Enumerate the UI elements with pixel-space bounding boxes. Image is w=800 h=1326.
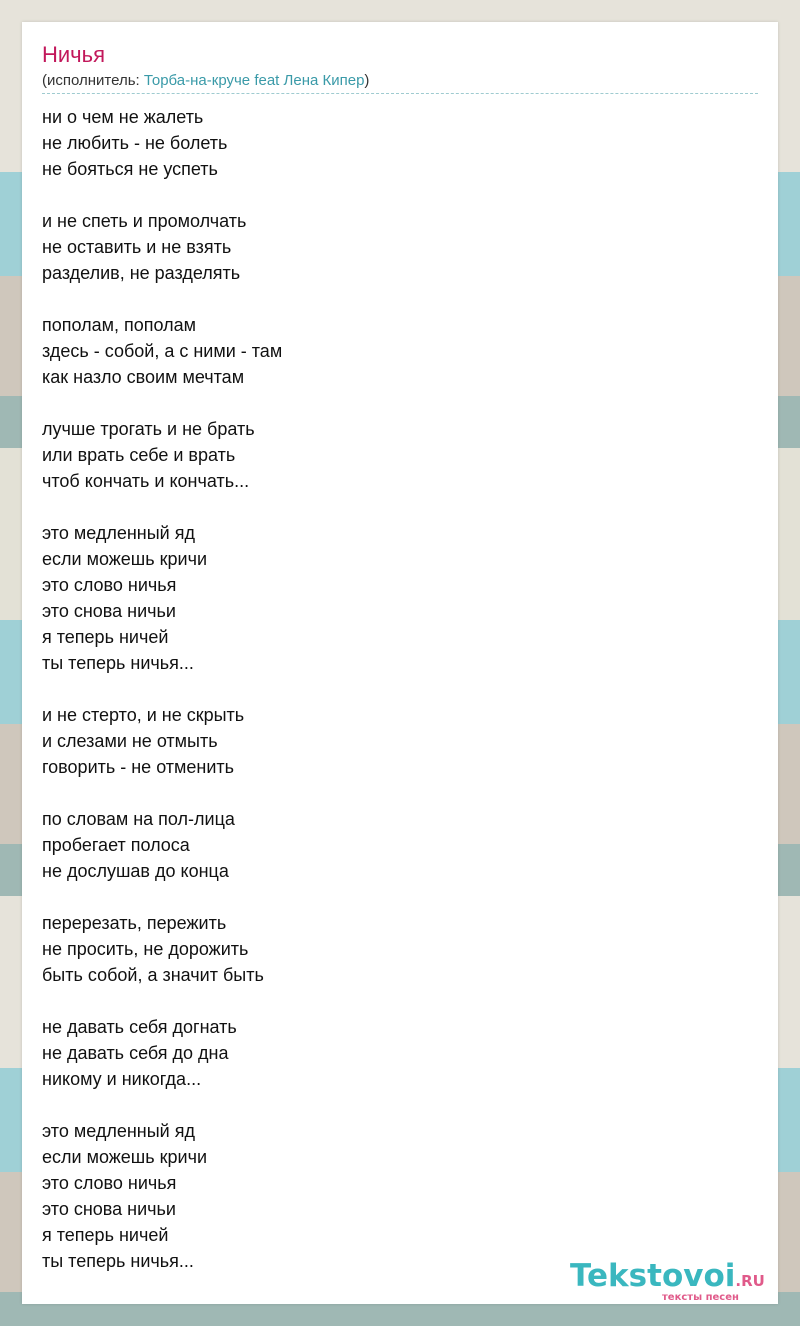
lyric-line: это слово ничья xyxy=(42,1173,177,1193)
lyric-blank-line xyxy=(42,494,742,520)
lyric-line: быть собой, а значит быть xyxy=(42,965,264,985)
lyric-blank-line xyxy=(42,390,742,416)
lyric-line: если можешь кричи xyxy=(42,549,207,569)
lyric-line: как назло своим мечтам xyxy=(42,367,245,387)
lyric-line: пополам, пополам xyxy=(42,315,197,335)
lyric-line: ни о чем не жалеть xyxy=(42,107,204,127)
site-logo[interactable] xyxy=(570,1258,780,1308)
performer-line xyxy=(42,72,758,94)
lyric-line: это снова ничьи xyxy=(42,601,176,621)
lyric-line: пробегает полоса xyxy=(42,835,190,855)
lyric-line: если можешь кричи xyxy=(42,1147,207,1167)
lyric-line: по словам на пол-лица xyxy=(42,809,235,829)
lyric-line: это медленный яд xyxy=(42,1121,195,1141)
lyric-line: здесь - собой, а с ними - там xyxy=(42,341,283,361)
lyric-line: и не спеть и промолчать xyxy=(42,211,247,231)
performer-suffix: ) xyxy=(364,72,370,89)
lyric-line: разделив, не разделять xyxy=(42,263,241,283)
lyric-line: ты теперь ничья... xyxy=(42,653,194,673)
lyric-blank-line xyxy=(42,676,742,702)
lyric-line: не любить - не болеть xyxy=(42,133,228,153)
lyric-blank-line xyxy=(42,780,742,806)
lyric-line: и не стерто, и не скрыть xyxy=(42,705,245,725)
performer-prefix: (исполнитель: xyxy=(42,72,144,89)
lyric-line: никому и никогда... xyxy=(42,1069,202,1089)
lyric-line: и слезами не отмыть xyxy=(42,731,218,751)
lyric-line: или врать себе и врать xyxy=(42,445,236,465)
logo-wordmark: Tekstovoi xyxy=(570,1258,736,1294)
lyric-line: чтоб кончать и кончать... xyxy=(42,471,250,491)
lyric-blank-line xyxy=(42,1092,742,1118)
lyric-line: не давать себя до дна xyxy=(42,1043,229,1063)
lyric-line: лучше трогать и не брать xyxy=(42,419,255,439)
lyric-line: это слово ничья xyxy=(42,575,177,595)
logo-domain-suffix: .RU xyxy=(735,1272,765,1290)
lyric-line: я теперь ничей xyxy=(42,1225,169,1245)
lyric-blank-line xyxy=(42,884,742,910)
lyric-blank-line xyxy=(42,182,742,208)
lyric-line: не бояться не успеть xyxy=(42,159,218,179)
logo-tagline: тексты песен xyxy=(662,1292,739,1303)
lyrics-text xyxy=(42,104,742,1274)
artist-link[interactable]: Торба-на-круче feat Лена Кипер xyxy=(143,72,365,89)
lyric-line: я теперь ничей xyxy=(42,627,169,647)
lyric-line: не просить, не дорожить xyxy=(42,939,249,959)
lyric-line: перерезать, пережить xyxy=(42,913,227,933)
lyric-blank-line xyxy=(42,286,742,312)
lyric-line: не оставить и не взять xyxy=(42,237,232,257)
lyric-line: говорить - не отменить xyxy=(42,757,235,777)
lyric-line: не дослушав до конца xyxy=(42,861,229,881)
lyric-blank-line xyxy=(42,988,742,1014)
lyric-line: ты теперь ничья... xyxy=(42,1251,194,1271)
lyric-line: это снова ничьи xyxy=(42,1199,176,1219)
song-title: Ничья xyxy=(42,42,106,67)
lyrics-card xyxy=(22,22,778,1304)
lyric-line: это медленный яд xyxy=(42,523,195,543)
lyric-line: не давать себя догнать xyxy=(42,1017,237,1037)
